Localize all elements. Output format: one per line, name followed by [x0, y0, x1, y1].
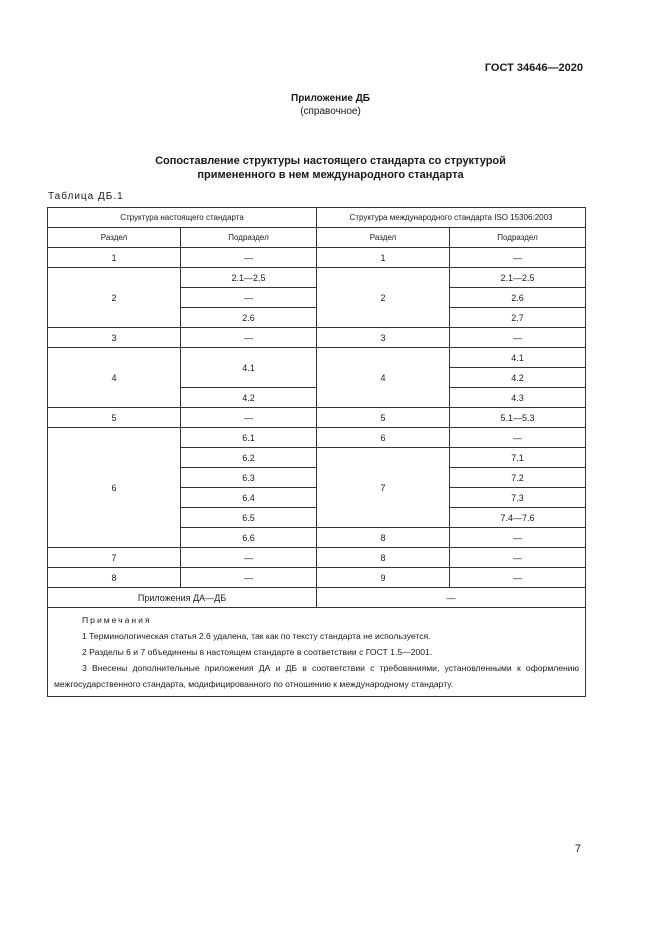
table-cell: 6.3 [181, 468, 317, 488]
table-row [48, 588, 586, 608]
table-cell: 6 [48, 428, 181, 548]
table-cell: 7.4—7.6 [450, 508, 586, 528]
notes-cell [48, 608, 586, 697]
table-cell: — [450, 248, 586, 268]
table-row [48, 428, 586, 448]
table-cell: — [450, 428, 586, 448]
table-cell: 7 [317, 448, 450, 528]
table-cell: — [181, 288, 317, 308]
table-cell: — [181, 248, 317, 268]
table-cell: 7 [48, 548, 181, 568]
table-row [48, 268, 586, 288]
table-cell: 2.6 [450, 288, 586, 308]
col-header-subsection: Подраздел [181, 228, 317, 248]
table-cell: 2.7 [450, 308, 586, 328]
table-cell: — [181, 328, 317, 348]
heading-line-2: примененного в нем международного стандарта [197, 169, 464, 181]
table-caption: Таблица ДБ.1 [48, 191, 124, 202]
table-cell: 2.1—2.5 [181, 268, 317, 288]
table-cell: — [450, 528, 586, 548]
notes-title: Примечания [82, 615, 152, 625]
table-cell: — [181, 408, 317, 428]
table-cell: 4.2 [181, 388, 317, 408]
table-row [48, 328, 586, 348]
table-cell: 4 [48, 348, 181, 408]
table-cell: 7.1 [450, 448, 586, 468]
table-group-header-row [48, 208, 586, 228]
table-cell: 6.6 [181, 528, 317, 548]
structure-comparison-table [47, 207, 586, 697]
page-heading [0, 154, 661, 182]
table-cell: 6.5 [181, 508, 317, 528]
heading-line-1: Сопоставление структуры настоящего стандарта со структурой [155, 155, 506, 167]
table-cell: 3 [48, 328, 181, 348]
table-cell: 4.3 [450, 388, 586, 408]
table-cell: — [450, 548, 586, 568]
table-row [48, 248, 586, 268]
table-cell: — [450, 328, 586, 348]
table-cell: 4 [317, 348, 450, 408]
table-cell: 6.1 [181, 428, 317, 448]
table-cell: 6.4 [181, 488, 317, 508]
table-cell: 7.2 [450, 468, 586, 488]
table-cell: 4.2 [450, 368, 586, 388]
table-cell: Приложения ДА—ДБ [48, 588, 317, 608]
table-cell: 7.3 [450, 488, 586, 508]
table-cell: 6 [317, 428, 450, 448]
col-header-section: Раздел [48, 228, 181, 248]
table-cell: — [181, 548, 317, 568]
annex-title-block [0, 92, 661, 118]
group-header-international: Структура международного стандарта ISO 15306:2003 [317, 208, 586, 228]
table-cell: 2 [317, 268, 450, 328]
table-cell: — [181, 568, 317, 588]
table-cell: 6.2 [181, 448, 317, 468]
table-row [48, 408, 586, 428]
table-cell: 4.1 [450, 348, 586, 368]
table-cell: 8 [317, 548, 450, 568]
table-cell: — [450, 568, 586, 588]
note-2: 2 Разделы 6 и 7 объединены в настоящем стандарте в соответствии с ГОСТ 1.5—2001. [82, 647, 433, 657]
table-cell: 5.1—5.3 [450, 408, 586, 428]
table-cell: 2.6 [181, 308, 317, 328]
table-cell: 2 [48, 268, 181, 328]
table-cell: 3 [317, 328, 450, 348]
group-header-national: Структура настоящего стандарта [48, 208, 317, 228]
table-cell: — [317, 588, 586, 608]
table-row [48, 348, 586, 368]
table-cell: 5 [317, 408, 450, 428]
note-1: 1 Терминологическая статья 2.6 удалена, так как по тексту стандарта не используется. [82, 631, 431, 641]
notes-row [48, 608, 586, 697]
table-cell: 4.1 [181, 348, 317, 388]
standard-code: ГОСТ 34646—2020 [484, 62, 583, 74]
table-cell: 8 [317, 528, 450, 548]
table-cell: 2.1—2.5 [450, 268, 586, 288]
table-row [48, 568, 586, 588]
table-cell: 9 [317, 568, 450, 588]
table-cell: 1 [48, 248, 181, 268]
table-cell: 1 [317, 248, 450, 268]
table-row [48, 548, 586, 568]
annex-title: Приложение ДБ [291, 93, 370, 104]
note-3: 3 Внесены дополнительные приложения ДА и ДБ в соответствии с требованиями, установленными к оформлению межгосударственного стандарта, модифицированного по отношению к международному стандарту. [54, 663, 580, 689]
table-cell: 5 [48, 408, 181, 428]
table-cell: 8 [48, 568, 181, 588]
annex-subtitle: (справочное) [300, 106, 361, 117]
table-column-header-row [48, 228, 586, 248]
col-header-subsection: Подраздел [450, 228, 586, 248]
page-number: 7 [574, 843, 581, 855]
col-header-section: Раздел [317, 228, 450, 248]
